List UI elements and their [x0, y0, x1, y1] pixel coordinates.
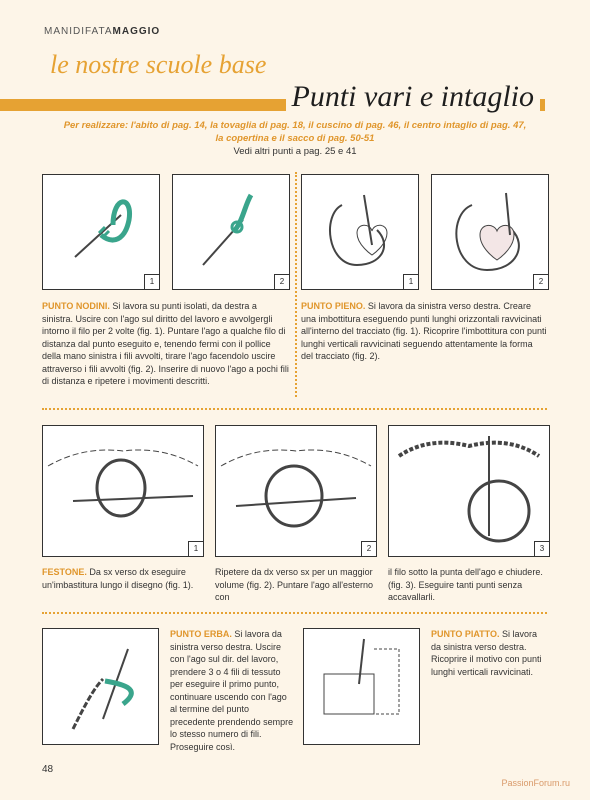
- piatto-text: [431, 628, 549, 678]
- figure-number: 1: [188, 541, 203, 556]
- magazine-brand: MANIDIFATAMAGGIO: [44, 26, 161, 37]
- watermark: PassionForum.ru: [501, 778, 570, 788]
- figure-number: 1: [144, 274, 159, 289]
- erba-body: Si lavora da sinistra verso destra. Uscire con l'ago sul dir. del lavoro, prendere 3 o 4 fili di tessuto per eseguire il primo punto, continuare uscendo con l'ago al termine del punto precedente prendendo sempre lo stesso numero di fili. Proseguire così.: [170, 629, 294, 752]
- erba-title: PUNTO ERBA.: [170, 629, 232, 639]
- nodini-1-illustration: [43, 175, 159, 289]
- nodini-text: [42, 300, 290, 388]
- horizontal-divider: [42, 408, 547, 410]
- festone-title: FESTONE.: [42, 567, 87, 577]
- figure-nodini-1: [42, 174, 160, 290]
- festone-body-1: Da sx verso dx eseguire un'imbastitura lungo il disegno (fig. 1).: [42, 567, 194, 590]
- intro-text: [40, 119, 550, 158]
- pieno-text: [301, 300, 547, 363]
- figure-number: 3: [534, 541, 549, 556]
- section-title: le nostre scuole base: [50, 50, 267, 79]
- page-number: 48: [42, 764, 54, 775]
- festone-3-illustration: [389, 426, 549, 556]
- figure-pieno-2: [431, 174, 549, 290]
- piatto-body: Si lavora da sinistra verso destra. Ricoprire il motivo con punti lunghi verticali ravvicinati.: [431, 629, 542, 677]
- festone-1-illustration: [43, 426, 203, 556]
- figure-festone-1: [42, 425, 204, 557]
- piatto-illustration: [304, 629, 419, 744]
- figure-number: 2: [361, 541, 376, 556]
- pieno-title: PUNTO PIENO.: [301, 301, 366, 311]
- nodini-body: Si lavora su punti isolati, da destra a sinistra. Uscire con l'ago sul diritto del lavoro e avvolgergli intorno il filo per 2 volte (fig. 1). Puntare l'ago a qualche filo di distanza dal punto eseguito e, tenendo fermi con il pollice della mano sinistra i fili avvolti, tirare l'ago facendolo uscire attraverso i fili avvolti (fig. 2). Inserire di nuovo l'ago a pochi fili di distanza e ripetere i movimenti descritti.: [42, 301, 289, 386]
- festone-text-1: [42, 566, 202, 591]
- figure-number: 2: [274, 274, 289, 289]
- pieno-body: Si lavora da sinistra verso destra. Creare una imbottitura eseguendo punti lunghi orizzontali ravvicinati all'interno del tracciato (fig. 1). Ricoprire l'imbottitura con punti lunghi verticali ravvicinati seguendo attentamente la forma del tracciato (fig. 2).: [301, 301, 547, 361]
- figure-erba: [42, 628, 159, 745]
- figure-nodini-2: [172, 174, 290, 290]
- intro-line-3: Vedi altri punti a pag. 25 e 41: [233, 146, 357, 157]
- pieno-1-illustration: [302, 175, 418, 289]
- erba-text: [170, 628, 295, 753]
- figure-number: 1: [403, 274, 418, 289]
- vertical-divider: [295, 172, 297, 397]
- nodini-title: PUNTO NODINI.: [42, 301, 110, 311]
- nodini-2-illustration: [173, 175, 289, 289]
- festone-text-3: il filo sotto la punta dell'ago e chiudere. (fig. 3). Eseguire tanti punti senza accavallarli.: [388, 567, 543, 602]
- figure-piatto: [303, 628, 420, 745]
- intro-line-1: Per realizzare: l'abito di pag. 14, la tovaglia di pag. 18, il cuscino di pag. 46, il centro intaglio di pag. 47,: [63, 120, 527, 131]
- figure-festone-3: [388, 425, 550, 557]
- piatto-title: PUNTO PIATTO.: [431, 629, 500, 639]
- horizontal-divider: [42, 612, 547, 614]
- figure-number: 2: [533, 274, 548, 289]
- page-title: Punti vari e intaglio: [286, 80, 540, 114]
- festone-2-illustration: [216, 426, 376, 556]
- festone-text-2: Ripetere da dx verso sx per un maggior volume (fig. 2). Puntare l'ago all'esterno con: [215, 567, 374, 602]
- intro-line-2: la copertina e il sacco di pag. 50-51: [215, 133, 375, 144]
- figure-festone-2: [215, 425, 377, 557]
- erba-illustration: [43, 629, 158, 744]
- pieno-2-illustration: [432, 175, 548, 289]
- figure-pieno-1: [301, 174, 419, 290]
